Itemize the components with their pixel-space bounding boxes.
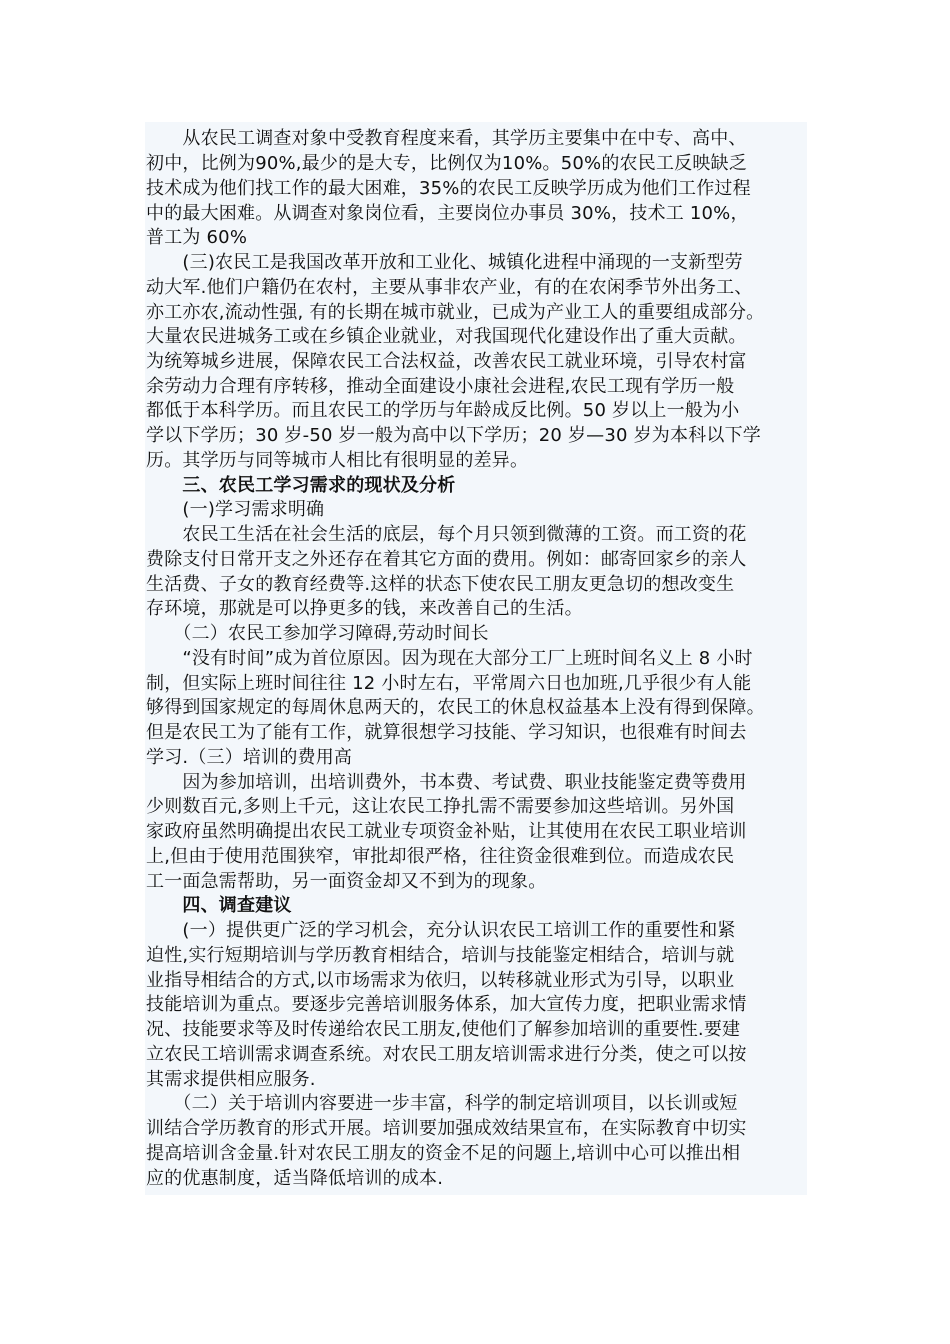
text-line: 中的最大困难。从调查对象岗位看，主要岗位办事员 30%，技术工 10%， <box>146 203 749 224</box>
text-line: 初中，比例为90%,最少的是大专，比例仅为10%。50%的农民工反映缺乏 <box>146 153 747 174</box>
text-line: 大量农民进城务工或在乡镇企业就业，对我国现代化建设作出了重大贡献。 <box>146 326 747 347</box>
text-line: 但是农民工为了能有工作，就算很想学习技能、学习知识，也很难有时间去 <box>146 722 747 743</box>
text-line: 提高培训含金量.针对农民工朋友的资金不足的问题上,培训中心可以推出相 <box>146 1143 741 1164</box>
text-line: 动大军.他们户籍仍在农村，主要从事非农产业，有的在农闲季节外出务工、 <box>146 277 753 298</box>
text-line: (一）提供更广泛的学习机会，充分认识农民工培训工作的重要性和紧 <box>146 920 736 941</box>
text-line: 制，但实际上班时间往往 12 小时左右，平常周六日也加班,几乎很少有人能 <box>146 673 752 694</box>
text-line: 上,但由于使用范围狭窄，审批却很严格，往往资金很难到位。而造成农民 <box>146 846 735 867</box>
text-line: 况、技能要求等及时传递给农民工朋友,使他们了解参加培训的重要性.要建 <box>146 1019 741 1040</box>
text-line: 家政府虽然明确提出农民工就业专项资金补贴，让其使用在农民工职业培训 <box>146 821 747 842</box>
text-line: 学习.（三）培训的费用高 <box>146 747 353 768</box>
text-line: (三)农民工是我国改革开放和工业化、城镇化进程中涌现的一支新型劳 <box>146 252 743 273</box>
text-line: 亦工亦农,流动性强, 有的长期在城市就业，已成为产业工人的重要组成部分。 <box>146 302 765 323</box>
text-line: 少则数百元,多则上千元，这让农民工挣扎需不需要参加这些培训。另外国 <box>146 796 735 817</box>
text-line: 因为参加培训，出培训费外，书本费、考试费、职业技能鉴定费等费用 <box>146 772 747 793</box>
text-line: （二）关于培训内容要进一步丰富，科学的制定培训项目，以长训或短 <box>146 1093 738 1114</box>
text-line: 生活费、子女的教育经费等.这样的状态下使农民工朋友更急切的想改变生 <box>146 574 735 595</box>
text-line: 立农民工培训需求调查系统。对农民工朋友培训需求进行分类，使之可以按 <box>146 1044 747 1065</box>
text-line: 迫性,实行短期培训与学历教育相结合，培训与技能鉴定相结合，培训与就 <box>146 945 735 966</box>
text-line: 为统筹城乡进展，保障农民工合法权益，改善农民工就业环境，引导农村富 <box>146 351 747 372</box>
subheading: (一)学习需求明确 <box>146 499 325 520</box>
text-line: 其需求提供相应服务. <box>146 1069 316 1090</box>
text-line: 技术成为他们找工作的最大困难，35%的农民工反映学历成为他们工作过程 <box>146 178 751 199</box>
text-line: 费除支付日常开支之外还存在着其它方面的费用。例如：邮寄回家乡的亲人 <box>146 549 747 570</box>
text-line: “没有时间”成为首位原因。因为现在大部分工厂上班时间名义上 8 小时 <box>146 648 753 669</box>
section-heading: 四、调查建议 <box>146 895 292 916</box>
text-line: 历。其学历与同等城市人相比有很明显的差异。 <box>146 450 529 471</box>
text-line: 都低于本科学历。而且农民工的学历与年龄成反比例。50 岁以上一般为小 <box>146 400 740 421</box>
text-line: 普工为 60% <box>146 227 248 248</box>
text-line: 工一面急需帮助，另一面资金却又不到为的现象。 <box>146 871 547 892</box>
subheading: （二）农民工参加学习障碍,劳动时间长 <box>146 623 489 644</box>
text-line: 农民工生活在社会生活的底层，每个月只领到微薄的工资。而工资的花 <box>146 524 747 545</box>
section-heading: 三、农民工学习需求的现状及分析 <box>146 475 456 496</box>
text-line: 业指导相结合的方式,以市场需求为依归，以转移就业形式为引导，以职业 <box>146 970 735 991</box>
text-line: 够得到国家规定的每周休息两天的，农民工的休息权益基本上没有得到保障。 <box>146 697 765 718</box>
text-line: 从农民工调查对象中受教育程度来看，其学历主要集中在中专、高中、 <box>146 128 747 149</box>
text-line: 存环境，那就是可以挣更多的钱，来改善自己的生活。 <box>146 598 583 619</box>
text-line: 训结合学历教育的形式开展。培训要加强成效结果宣布，在实际教育中切实 <box>146 1118 747 1139</box>
text-line: 应的优惠制度，适当降低培训的成本. <box>146 1168 444 1189</box>
text-line: 技能培训为重点。要逐步完善培训服务体系，加大宣传力度，把职业需求情 <box>146 994 747 1015</box>
text-line: 余劳动力合理有序转移，推动全面建设小康社会进程,农民工现有学历一般 <box>146 376 735 397</box>
text-line: 学以下学历；30 岁-50 岁一般为高中以下学历；20 岁—30 岁为本科以下学 <box>146 425 761 446</box>
